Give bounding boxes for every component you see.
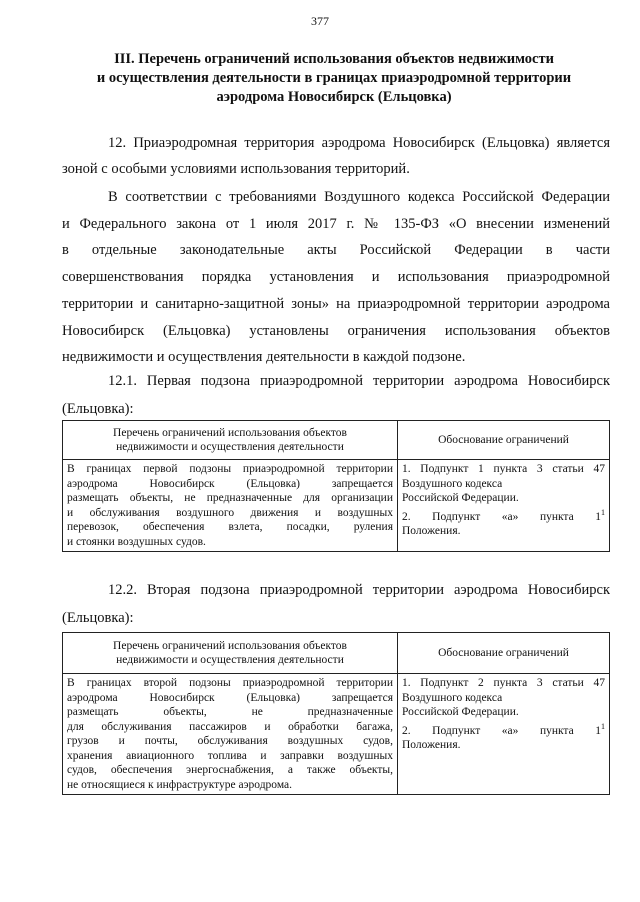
header-line: Обоснование ограничений <box>438 646 569 659</box>
cell-line: и стоянки воздушных судов. <box>67 535 206 548</box>
cell-line: хранения авиационного топлива и заправки воздушных <box>67 749 393 762</box>
cell-text: 2. Подпункт «а» пункта 1 <box>402 724 601 737</box>
cell-line: Положения. <box>402 738 461 751</box>
cell-text: 2. Подпункт «а» пункта 1 <box>402 510 601 523</box>
table-row <box>63 674 610 795</box>
cell-line: судов, обеспечения энергоснабжения, а также объекты, <box>67 764 393 776</box>
cell-line: перевозок, обеспечения взлета, посадки, руления <box>67 521 393 533</box>
restriction-cell <box>63 674 398 795</box>
cell-line: и обслуживания воздушного движения и воздушных <box>67 506 393 519</box>
basis-cell <box>398 460 610 552</box>
cell-line: грузов и почты, обслуживания воздушных судов, <box>67 735 393 747</box>
heading-line: III. Перечень ограничений использования объектов недвижимости <box>114 51 554 67</box>
paragraph-law <box>62 184 610 371</box>
paragraph-line: Новосибирск (Ельцовка) установлены ограничения использования объектов <box>62 322 610 339</box>
heading-line: аэродрома Новосибирск (Ельцовка) <box>216 89 452 105</box>
restriction-cell <box>63 460 398 552</box>
table-header-restrictions <box>63 633 398 674</box>
cell-line: размещать объекты, не предназначенные <box>67 706 393 718</box>
paragraph-12 <box>62 130 610 182</box>
cell-line: 1. Подпункт 1 пункта 3 статьи 47 <box>402 463 605 475</box>
cell-line: Воздушного кодекса <box>402 477 503 490</box>
cell-line: для обслуживания пассажиров и обработки багажа, <box>67 720 393 733</box>
paragraph-line: в отдельные законодательные акты Российской Федерации в части <box>62 242 610 259</box>
subzone-2-table <box>62 632 610 795</box>
page-number: 377 <box>311 14 329 28</box>
paragraph-line: недвижимости и осуществления деятельности в каждой подзоне. <box>62 349 466 366</box>
header-line: Перечень ограничений использования объектов <box>113 639 347 652</box>
paragraph-line: 12.2. Вторая подзона приаэродромной территории аэродрома Новосибирск <box>108 582 610 598</box>
cell-line: размещать объекты, не предназначенные для организации <box>67 492 393 504</box>
paragraph-12-1 <box>62 367 610 423</box>
superscript: 1 <box>601 721 605 731</box>
paragraph-12-2 <box>62 576 610 632</box>
paragraph-line: и Федерального закона от 1 июля 2017 г. № 135-ФЗ «О внесении изменений <box>62 215 610 232</box>
paragraph-line: 12.1. Первая подзона приаэродромной территории аэродрома Новосибирск <box>108 373 610 389</box>
header-line: недвижимости и осуществления деятельности <box>116 654 344 666</box>
cell-line: аэродрома Новосибирск (Ельцовка) запрещается <box>67 691 393 704</box>
cell-line: Воздушного кодекса <box>402 691 503 704</box>
cell-line: аэродрома Новосибирск (Ельцовка) запрещается <box>67 477 393 490</box>
header-line: Обоснование ограничений <box>438 433 569 446</box>
paragraph-line: 12. Приаэродромная территория аэродрома Новосибирск (Ельцовка) является <box>108 135 610 151</box>
cell-line: В границах второй подзоны приаэродромной территории <box>67 677 393 689</box>
paragraph-line: (Ельцовка): <box>62 610 134 626</box>
cell-line: Российской Федерации. <box>402 492 519 504</box>
subzone-1-table <box>62 420 610 552</box>
table-header-row <box>63 421 610 460</box>
cell-line: Положения. <box>402 524 461 537</box>
section-heading <box>60 50 608 107</box>
paragraph-line: зоной с особыми условиями использования территорий. <box>62 161 410 177</box>
paragraph-line: В соответствии с требованиями Воздушного кодекса Российской Федерации <box>108 189 610 205</box>
superscript: 1 <box>601 507 605 517</box>
cell-line: 1. Подпункт 2 пункта 3 статьи 47 <box>402 677 605 689</box>
table-header-basis <box>398 421 610 460</box>
cell-line: не относящиеся к инфраструктуре аэродрома. <box>67 778 293 791</box>
table-row <box>63 460 610 552</box>
cell-line <box>402 720 605 738</box>
cell-line: Российской Федерации. <box>402 706 519 718</box>
table-header-basis <box>398 633 610 674</box>
table-header-row <box>63 633 610 674</box>
table-header-restrictions <box>63 421 398 460</box>
header-line: Перечень ограничений использования объектов <box>113 426 347 439</box>
heading-line: и осуществления деятельности в границах приаэродромной территории <box>96 70 572 86</box>
cell-line: В границах первой подзоны приаэродромной территории <box>67 463 393 475</box>
paragraph-line: совершенствования порядка установления и использования приаэродромной <box>62 269 610 286</box>
paragraph-line: (Ельцовка): <box>62 401 134 417</box>
basis-cell <box>398 674 610 795</box>
header-line: недвижимости и осуществления деятельности <box>116 441 344 453</box>
paragraph-line: территории и санитарно-защитной зоны» на приаэродромной территории аэродрома <box>62 295 610 312</box>
cell-line <box>402 506 605 524</box>
